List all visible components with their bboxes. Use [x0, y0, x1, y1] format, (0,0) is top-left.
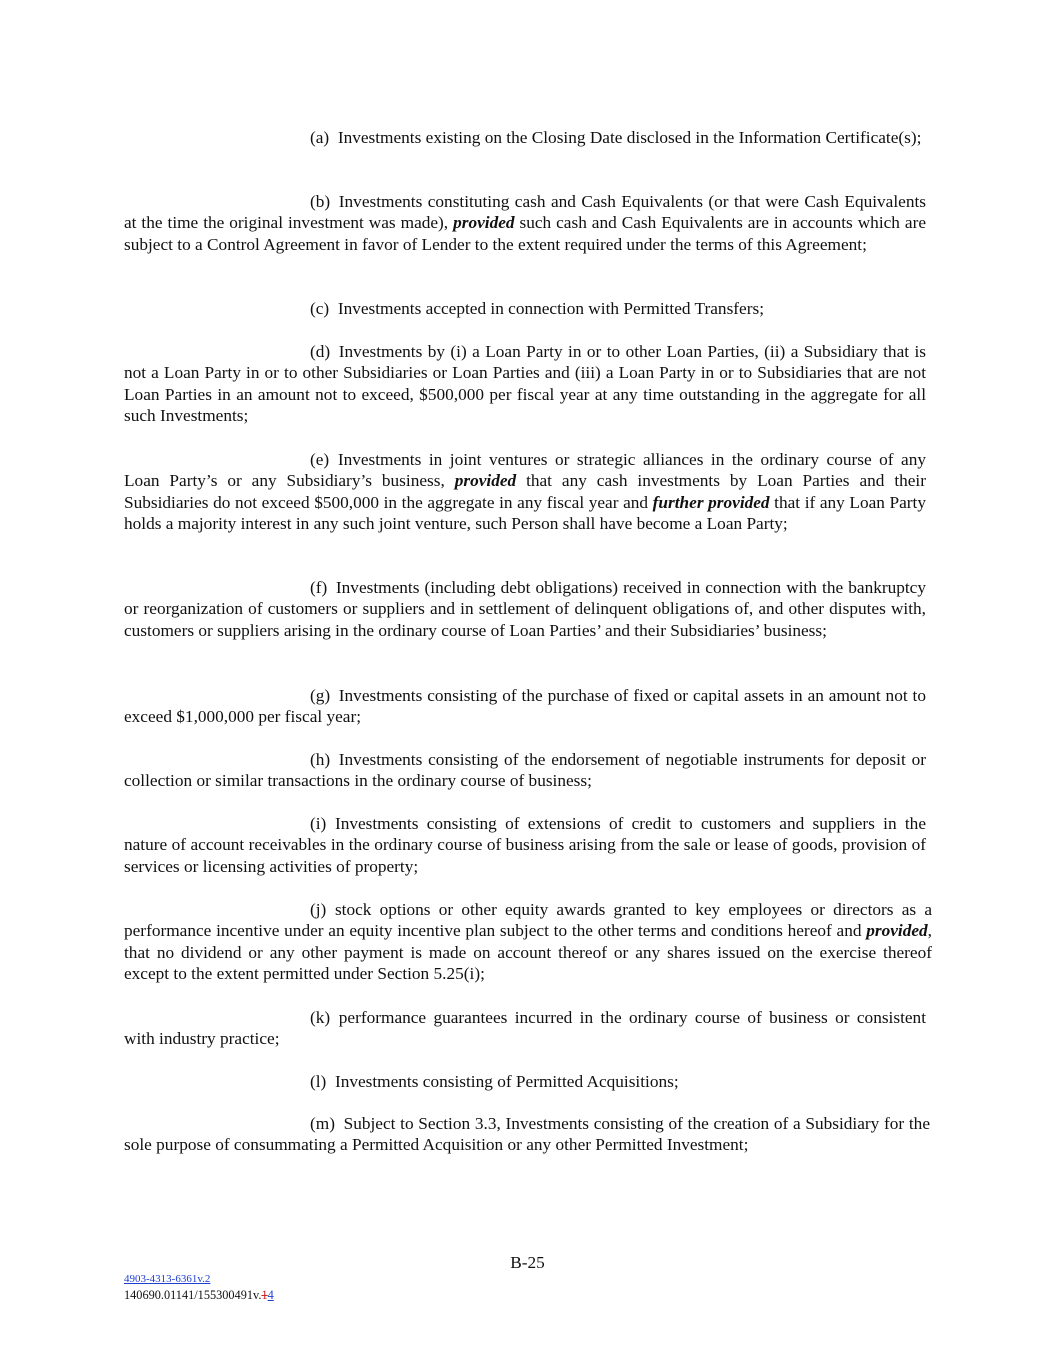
clause-g: [124, 685, 926, 728]
clause-i-text: (i) Investments consisting of extensions of credit to customers and suppliers in the nature of account receivables in the ordinary course of business arising from the sale or lease of goods, provision of services or licensing activities of property;: [124, 814, 926, 876]
page-number: B-25: [510, 1253, 545, 1272]
clause-l: [124, 1071, 926, 1092]
clause-f-text: (f) Investments (including debt obligations) received in connection with the bankruptcy or reorganization of customers or suppliers and in settlement of delinquent obligations of, and other disputes with, customers or suppliers arising in the ordinary course of Loan Parties’ and their Subsidiaries’ business;: [124, 578, 926, 640]
clause-g-text: (g) Investments consisting of the purchase of fixed or capital assets in an amount not to exceed $1,000,000 per fiscal year;: [124, 686, 926, 727]
clause-m-text: (m) Subject to Section 3.3, Investments consisting of the creation of a Subsidiary for the sole purpose of consummating a Permitted Acquisition or any other Permitted Investment;: [124, 1114, 930, 1155]
clause-m: [124, 1113, 930, 1156]
clause-e-emphasis-2: further provided: [652, 492, 770, 512]
clause-k: [124, 1007, 926, 1050]
document-id-old-prefix: 140690.01141/155300491v.: [124, 1288, 262, 1302]
clause-d-text: (d) Investments by (i) a Loan Party in or to other Loan Parties, (ii) a Subsidiary that is not a Loan Party in or to other Subsidiaries or Loan Parties and (iii) a Loan Party in or to Subsidiaries that are not Loan Parties in an amount not to exceed, $500,000 per fiscal year at any time outstanding in the aggregate for all such Investments;: [124, 342, 926, 426]
clause-b: [124, 191, 926, 255]
clause-e-text-post: that if any Loan Party holds a majority interest in any such joint venture, such Person shall have become a Loan Party;: [124, 492, 926, 534]
clause-b-text-pre: (b) Investments constituting cash and Cash Equivalents (or that were Cash Equivalents at the time the original investment was made),: [124, 192, 926, 233]
clause-j-text-post: , that no dividend or any other payment is made on account thereof or any shares issued on the exercise thereof except to the extent permitted under Section 5.25(i);: [124, 921, 932, 984]
clause-h-text: (h) Investments consisting of the endorsement of negotiable instruments for deposit or collection or similar transactions in the ordinary course of business;: [124, 750, 926, 791]
clause-e-text-pre: (e) Investments in joint ventures or strategic alliances in the ordinary course of any Loan Party’s or any Subsidiary’s business,: [124, 450, 926, 491]
clause-f: [124, 577, 926, 641]
clause-e: [124, 449, 926, 535]
clause-c: [124, 298, 926, 319]
document-id-new: 4903-4313-6361v.2: [124, 1273, 211, 1285]
clause-c-text: (c) Investments accepted in connection with Permitted Transfers;: [310, 299, 764, 318]
clause-b-text-post: such cash and Cash Equivalents are in accounts which are subject to a Control Agreement in favor of Lender to the extent required under the terms of this Agreement;: [124, 213, 926, 254]
clause-a: [124, 127, 926, 148]
clause-h: [124, 749, 926, 792]
clause-d: [124, 341, 926, 427]
clause-e-text-mid: that any cash investments by Loan Parties and their Subsidiaries do not exceed $500,000 in the aggregate in any fiscal year and: [124, 471, 926, 512]
clause-k-text: (k) performance guarantees incurred in the ordinary course of business or consistent with industry practice;: [124, 1008, 926, 1049]
clause-j: [124, 899, 932, 985]
clause-i: [124, 813, 926, 877]
document-id-inserted-version: 4: [267, 1288, 274, 1302]
document-id-deleted-version: 1: [261, 1288, 268, 1302]
clause-l-text: (l) Investments consisting of Permitted Acquisitions;: [310, 1072, 679, 1091]
clause-j-text-pre: (j) stock options or other equity awards granted to key employees or directors as a performance incentive under an equity incentive plan subject to the other terms and conditions hereof and: [124, 900, 932, 941]
clause-e-emphasis-1: provided: [454, 471, 517, 491]
document-id-old: [124, 1288, 274, 1302]
clause-a-text: (a) Investments existing on the Closing Date disclosed in the Information Certificate(s);: [310, 128, 922, 147]
clause-j-emphasis: provided: [866, 921, 928, 941]
clause-b-emphasis: provided: [453, 213, 515, 233]
